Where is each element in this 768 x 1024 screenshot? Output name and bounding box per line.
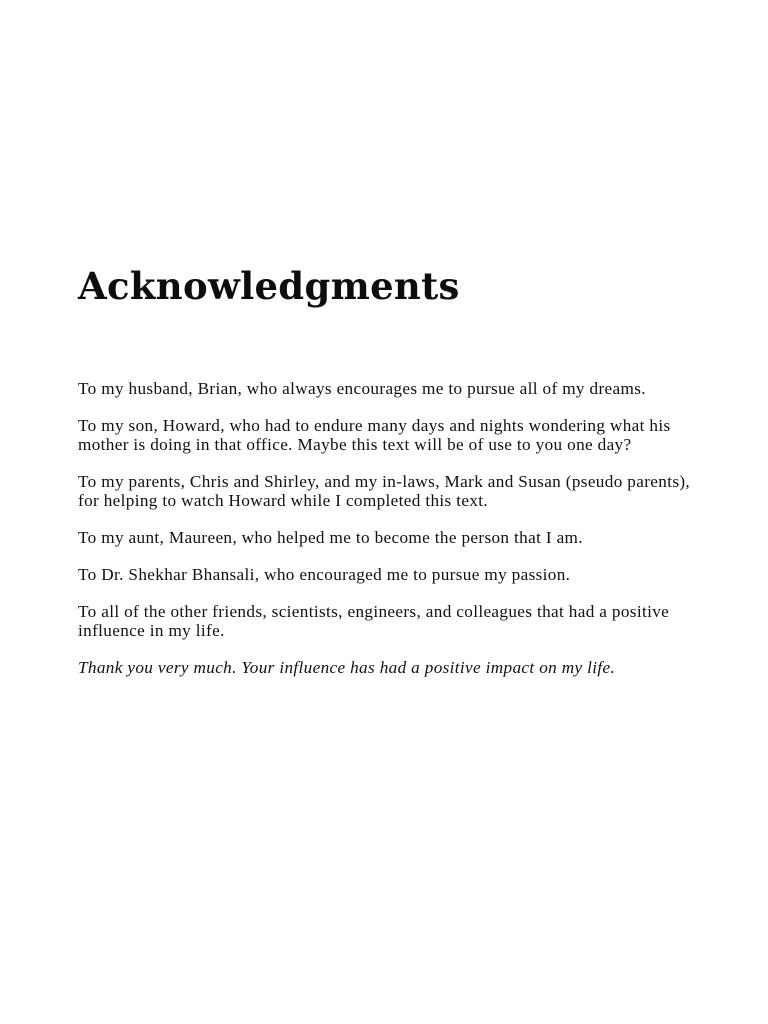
paragraph-husband: To my husband, Brian, who always encourages me to pursue all of my dreams. <box>78 379 646 398</box>
paragraph-mentor: To Dr. Shekhar Bhansali, who encouraged me to pursue my passion. <box>78 565 571 584</box>
paragraph-son: To my son, Howard, who had to endure many days and nights wondering what his mother is doing in that office. Maybe this text will be of use to you one day? <box>78 416 671 454</box>
acknowledgments-body <box>78 379 698 695</box>
paragraph-parents: To my parents, Chris and Shirley, and my in-laws, Mark and Susan (pseudo parents), for helping to watch Howard while I completed this text. <box>78 472 691 510</box>
closing-thanks: Thank you very much. Your influence has had a positive impact on my life. <box>78 658 616 677</box>
paragraph-aunt: To my aunt, Maureen, who helped me to become the person that I am. <box>78 528 583 547</box>
page-title: Acknowledgments <box>78 264 460 308</box>
paragraph-colleagues: To all of the other friends, scientists, engineers, and colleagues that had a positive influence in my life. <box>78 602 670 640</box>
